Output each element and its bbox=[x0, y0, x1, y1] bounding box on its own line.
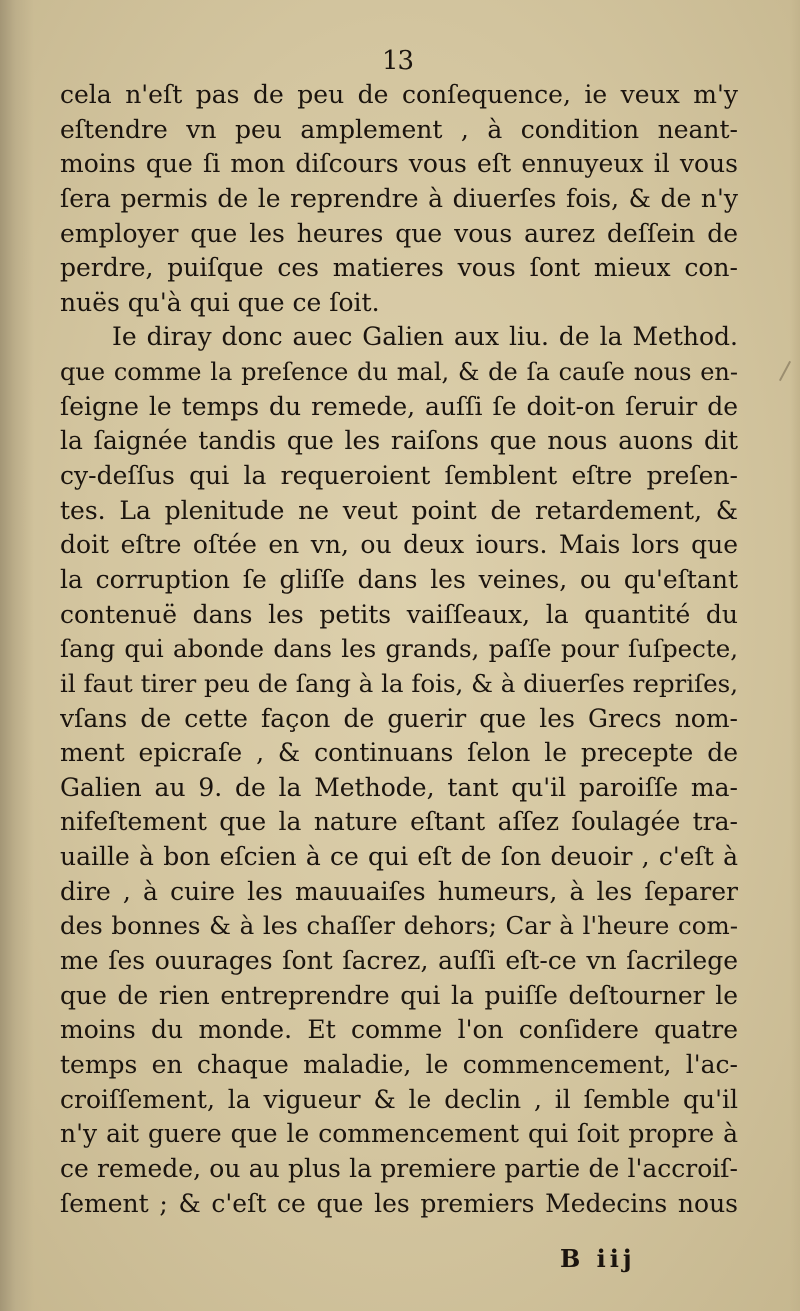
text-line: uaille à bon eſcien à ce qui eſt de ſon deuoir , c'eſt à bbox=[60, 842, 738, 872]
text-line: cy-deſſus qui la requeroient ſemblent eſtre preſen- bbox=[60, 461, 738, 491]
text-line: Galien au 9. de la Methode, tant qu'il paroiſſe ma- bbox=[60, 772, 738, 802]
text-line: ſement ; & c'eſt ce que les premiers Medecins nous bbox=[60, 1188, 738, 1218]
text-line: que comme la preſence du mal, & de ſa cauſe nous en- bbox=[60, 358, 738, 387]
text-line: tes. La plenitude ne veut point de retardement, & bbox=[60, 495, 738, 525]
paragraph-start-line: Ie diray donc auec Galien aux liu. de la Method. bbox=[112, 322, 738, 352]
gutter-shadow bbox=[0, 0, 34, 1311]
text-line: nifeſtement que la nature eſtant aſſez ſoulagée tra- bbox=[60, 807, 738, 837]
text-line: temps en chaque maladie, le commencement, l'ac- bbox=[60, 1049, 738, 1079]
signature-mark: B iij bbox=[560, 1244, 636, 1273]
text-line: moins que ſi mon diſcours vous eſt ennuyeux il vous bbox=[60, 149, 738, 179]
text-line: la corruption ſe gliſſe dans les veines, ou qu'eſtant bbox=[60, 564, 738, 594]
page-number: 13 bbox=[382, 46, 414, 76]
body-text bbox=[60, 78, 738, 1221]
text-line: employer que les heures que vous aurez deſſein de bbox=[60, 218, 738, 248]
text-line: croiſſement, la vigueur & le declin , il ſemble qu'il bbox=[60, 1084, 738, 1114]
text-line: cela n'eſt pas de peu de conſequence, ie veux m'y bbox=[60, 80, 738, 109]
text-line: la ſaignée tandis que les raiſons que nous auons dit bbox=[60, 426, 738, 456]
page-edge bbox=[790, 0, 800, 1311]
text-line: il faut tirer peu de ſang à la fois, & à diuerſes repriſes, bbox=[60, 668, 738, 698]
text-line: moins du monde. Et comme l'on conſidere quatre bbox=[60, 1015, 738, 1045]
text-line: ſeigne le temps du remede, auſſi ſe doit-on ſeruir de bbox=[60, 391, 738, 421]
text-line: ce remede, ou au plus la premiere partie de l'accroiſ- bbox=[60, 1153, 738, 1183]
text-line: n'y ait guere que le commencement qui ſoit propre à bbox=[60, 1119, 738, 1149]
text-line: contenuë dans les petits vaiſſeaux, la quantité du bbox=[60, 599, 738, 629]
text-line: doit eſtre oſtée en vn, ou deux iours. Mais lors que bbox=[60, 530, 738, 560]
text-line: perdre, puiſque ces matieres vous ſont mieux con- bbox=[60, 253, 738, 283]
text-line: des bonnes & à les chaſſer dehors; Car à l'heure com- bbox=[60, 911, 738, 941]
text-line: ſera permis de le reprendre à diuerſes fois, & de n'y bbox=[60, 183, 738, 213]
text-line: ſang qui abonde dans les grands, paſſe pour ſuſpecte, bbox=[60, 634, 738, 664]
text-line: que de rien entreprendre qui la puiſſe deſtourner le bbox=[60, 980, 738, 1010]
text-line: nuës qu'à qui que ce ſoit. bbox=[60, 287, 380, 317]
text-line: vſans de cette façon de guerir que les Grecs nom- bbox=[60, 703, 738, 733]
text-line: me ſes ouurages ſont ſacrez, auſſi eſt-ce vn ſacrilege bbox=[60, 946, 738, 976]
text-line: ment epicraſe , & continuans ſelon le precepte de bbox=[60, 738, 738, 768]
text-line: eſtendre vn peu amplement , à condition neant- bbox=[60, 114, 738, 144]
text-line: dire , à cuire les mauuaiſes humeurs, à les ſeparer bbox=[60, 876, 738, 906]
